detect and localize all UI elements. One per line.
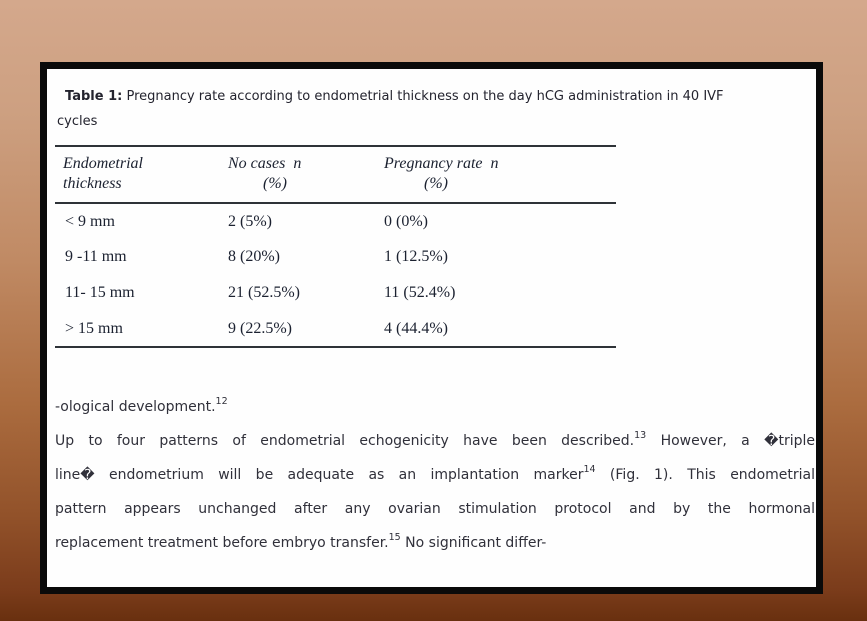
cell-thickness: 9 -11 mm: [65, 248, 127, 265]
body-line-5: replacement treatment before embryo transfer.$^{15}$ No significant differ-: [55, 532, 547, 551]
reference-superscript-13: 13: [634, 430, 647, 442]
cell-pregnancy: 0 (0%): [384, 212, 428, 230]
cell-cases: 8 (20%): [228, 248, 280, 265]
table-header-row: [55, 146, 616, 203]
body-line-4: pattern appears unchanged after any ovarian stimulation protocol and by the hormonal: [55, 501, 815, 517]
cell-thickness: < 9 mm: [65, 212, 115, 230]
table-caption-text: Pregnancy rate according to endometrial thickness on the day hCG administration in 40 IVF: [126, 89, 724, 104]
article-body-text: [55, 390, 815, 560]
table-row: [55, 275, 616, 311]
table-row: [55, 203, 616, 239]
pregnancy-rate-table: [55, 145, 616, 348]
reference-superscript-15: 15: [388, 532, 401, 544]
table-caption-line2: cycles: [57, 114, 98, 129]
cell-pregnancy: 11 (52.4%): [384, 284, 456, 301]
column-header-pregnancy-rate: Pregnancy rate n (%): [384, 155, 499, 192]
table-caption-line1: [57, 84, 810, 109]
table-row: [55, 311, 616, 347]
table-caption-label: Table 1:: [65, 89, 123, 104]
cell-pregnancy: 4 (44.4%): [384, 319, 448, 337]
cell-thickness: > 15 mm: [65, 319, 123, 337]
body-line-1: -ological development.$^{12}$: [55, 396, 228, 415]
reference-superscript-14: 14: [583, 464, 596, 476]
document-panel: [40, 62, 823, 594]
body-line-2: Up to four patterns of endometrial echogenicity have been described.$^{13}$ However, a �triple: [55, 430, 815, 449]
column-header-no-cases: No cases n (%): [228, 155, 302, 192]
cell-pregnancy: 1 (12.5%): [384, 248, 448, 265]
cell-cases: 2 (5%): [228, 212, 272, 230]
body-line-3: line� endometrium will be adequate as an implantation marker$^{14}$ (Fig. 1). This endometrial: [55, 464, 815, 483]
table-row: [55, 239, 616, 275]
reference-superscript-12: 12: [215, 396, 228, 408]
cell-cases: 9 (22.5%): [228, 319, 292, 337]
column-header-endometrial-thickness: Endometrial thickness: [63, 155, 143, 192]
cell-cases: 21 (52.5%): [228, 284, 300, 301]
cell-thickness: 11- 15 mm: [65, 284, 135, 301]
table-caption: [57, 84, 810, 134]
